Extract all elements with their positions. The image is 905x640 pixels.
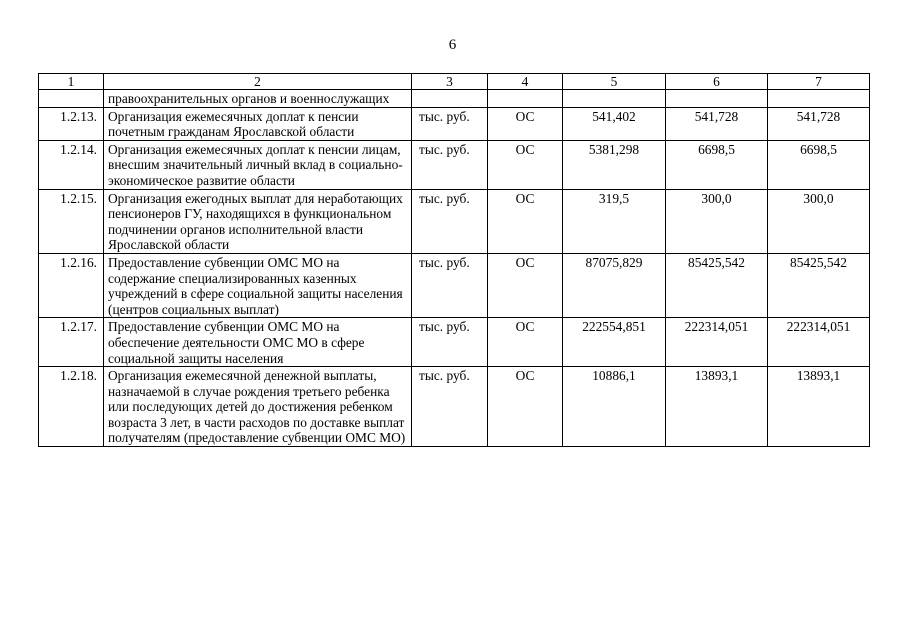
row-number: 1.2.18. [39, 367, 104, 447]
row-value-col5: 10886,1 [563, 367, 666, 447]
column-header: 2 [104, 74, 412, 90]
row-value-col7: 300,0 [768, 189, 870, 253]
row-value-col5: 5381,298 [563, 140, 666, 189]
column-number-header-row [39, 74, 870, 90]
row-unit: тыс. руб. [412, 189, 488, 253]
column-header: 4 [488, 74, 563, 90]
row-number: 1.2.14. [39, 140, 104, 189]
row-value-col6: 222314,051 [666, 318, 768, 367]
row-value-col6: 300,0 [666, 189, 768, 253]
column-header: 5 [563, 74, 666, 90]
row-unit: тыс. руб. [412, 253, 488, 317]
row-value-col7: 13893,1 [768, 367, 870, 447]
row-funding-source: ОС [488, 140, 563, 189]
column-header: 1 [39, 74, 104, 90]
row-value-col7: 541,728 [768, 107, 870, 140]
row-funding-source: ОС [488, 318, 563, 367]
budget-table [38, 73, 870, 447]
row-unit: тыс. руб. [412, 107, 488, 140]
row-value-col7 [768, 90, 870, 108]
row-value-col6: 6698,5 [666, 140, 768, 189]
table-row [39, 318, 870, 367]
row-number: 1.2.15. [39, 189, 104, 253]
table-row [39, 253, 870, 317]
row-unit: тыс. руб. [412, 140, 488, 189]
row-description: Организация ежегодных выплат для неработающих пенсионеров ГУ, находящихся в функциональном подчинении органов исполнительной власти Ярославской области [104, 189, 412, 253]
row-value-col6: 13893,1 [666, 367, 768, 447]
row-number: 1.2.13. [39, 107, 104, 140]
row-value-col7: 222314,051 [768, 318, 870, 367]
row-description: Предоставление субвенции ОМС МО на обеспечение деятельности ОМС МО в сфере социальной защиты населения [104, 318, 412, 367]
row-unit [412, 90, 488, 108]
table-row [39, 90, 870, 108]
table-row [39, 367, 870, 447]
row-description: Организация ежемесячных доплат к пенсии почетным гражданам Ярославской области [104, 107, 412, 140]
row-value-col5: 87075,829 [563, 253, 666, 317]
row-value-col7: 6698,5 [768, 140, 870, 189]
row-funding-source: ОС [488, 189, 563, 253]
row-value-col5: 541,402 [563, 107, 666, 140]
row-value-col6: 541,728 [666, 107, 768, 140]
row-number: 1.2.17. [39, 318, 104, 367]
page-number: 6 [448, 37, 457, 53]
table-row [39, 189, 870, 253]
row-description: правоохранительных органов и военнослужащих [104, 90, 412, 108]
row-funding-source: ОС [488, 253, 563, 317]
table-row [39, 107, 870, 140]
row-description: Организация ежемесячных доплат к пенсии лицам, внесшим значительный личный вклад в социально-экономическое развитие области [104, 140, 412, 189]
row-funding-source [488, 90, 563, 108]
row-unit: тыс. руб. [412, 367, 488, 447]
row-funding-source: ОС [488, 367, 563, 447]
row-unit: тыс. руб. [412, 318, 488, 367]
row-value-col5: 319,5 [563, 189, 666, 253]
table-row [39, 140, 870, 189]
row-value-col6: 85425,542 [666, 253, 768, 317]
column-header: 3 [412, 74, 488, 90]
column-header: 7 [768, 74, 870, 90]
row-number [39, 90, 104, 108]
row-value-col5 [563, 90, 666, 108]
column-header: 6 [666, 74, 768, 90]
row-number: 1.2.16. [39, 253, 104, 317]
row-value-col6 [666, 90, 768, 108]
row-description: Организация ежемесячной денежной выплаты, назначаемой в случае рождения третьего ребенка или последующих детей до достижения ребенком возраста 3 лет, в части расходов по доставке выплат получателям (предоставление субвенции ОМС МО) [104, 367, 412, 447]
row-value-col7: 85425,542 [768, 253, 870, 317]
row-value-col5: 222554,851 [563, 318, 666, 367]
row-funding-source: ОС [488, 107, 563, 140]
row-description: Предоставление субвенции ОМС МО на содержание специализированных казенных учреждений в сфере социальной защиты населения (центров социальных выплат) [104, 253, 412, 317]
